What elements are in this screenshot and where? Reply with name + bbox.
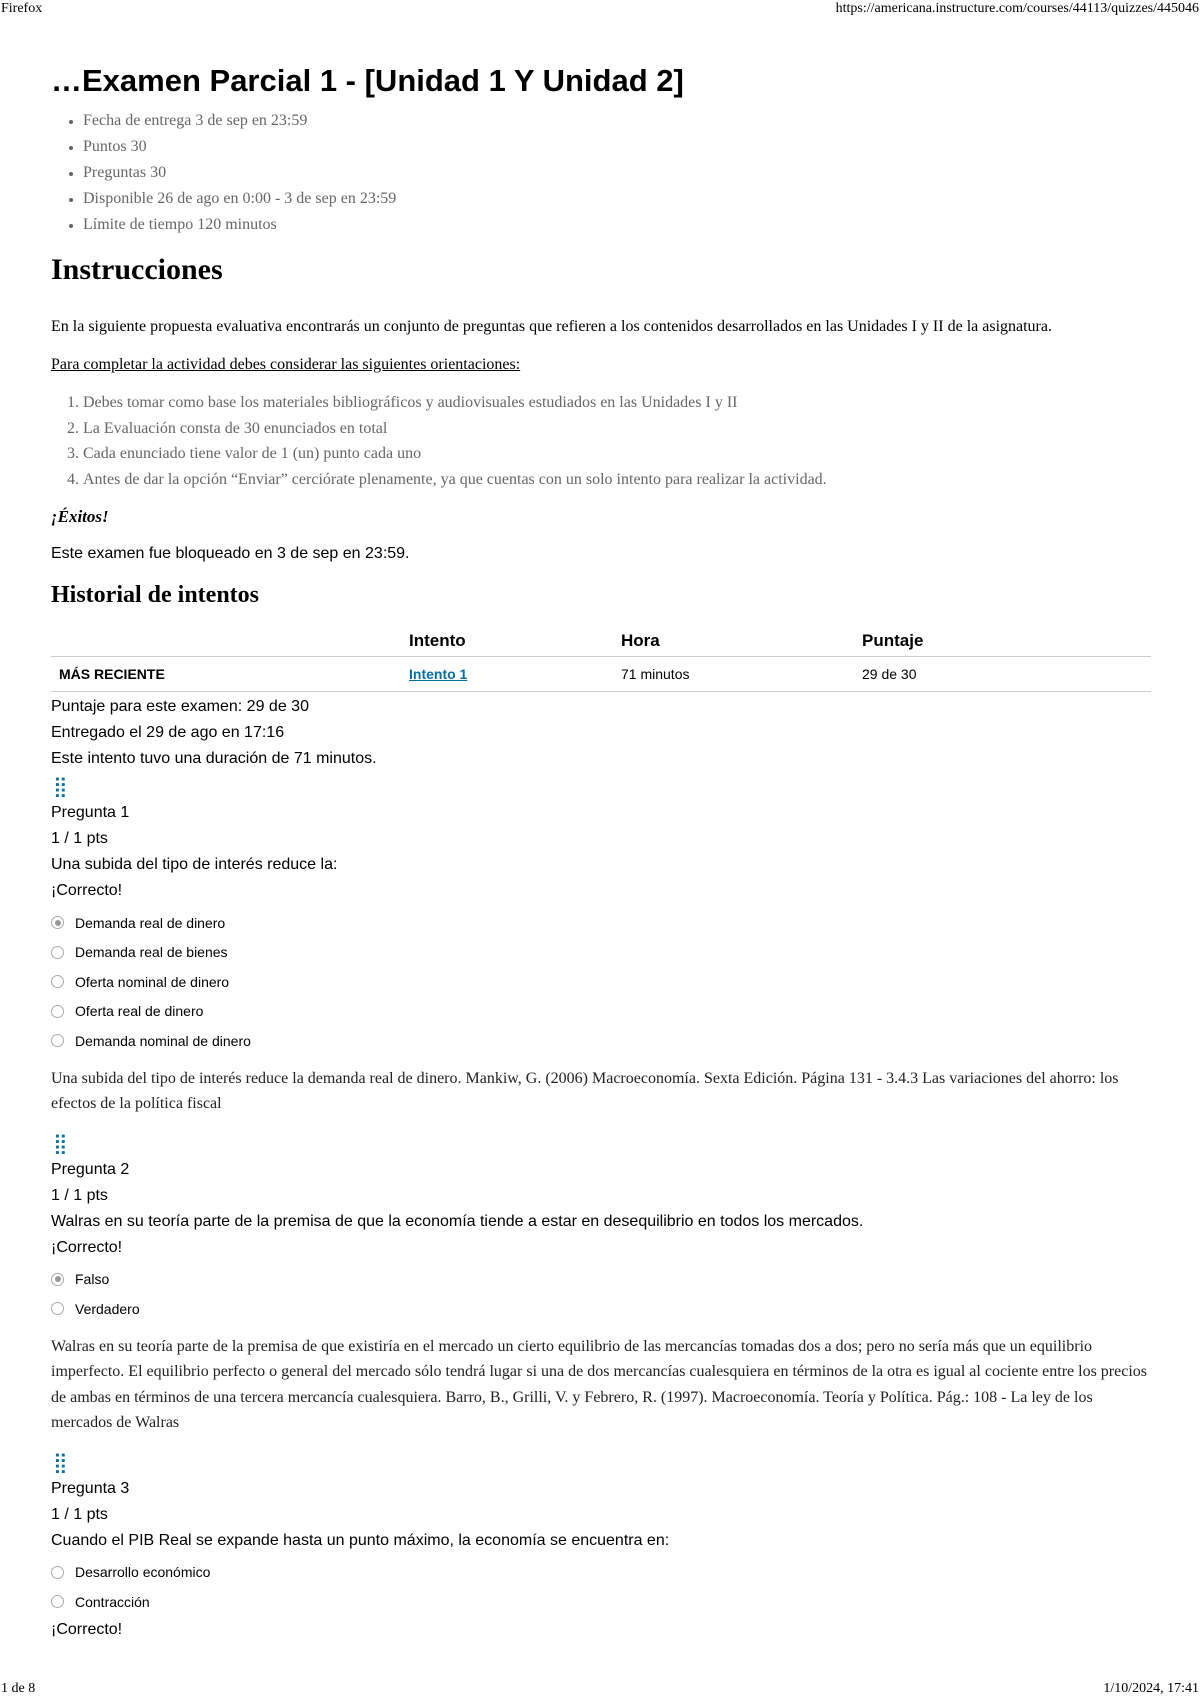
orientation-item: 1. Debes tomar como base los materiales bibliográficos y audiovisuales estudiados en las Unidades I y II [83, 390, 1151, 416]
table-row [51, 657, 1151, 692]
print-timestamp: 1/10/2024, 17:41 [1103, 1681, 1199, 1696]
answer-label: Desarrollo económico [75, 1564, 211, 1581]
print-header [0, 1, 1200, 19]
question-text: Una subida del tipo de interés reduce la: [51, 856, 338, 873]
answer-list [51, 1558, 1151, 1617]
radio [51, 975, 64, 988]
attempts-header-row [51, 628, 1151, 657]
drag-handle-icon[interactable]: ⣿ [53, 1132, 68, 1155]
exitos-text: ¡Éxitos! [51, 507, 109, 526]
summary-score: Puntaje para este examen: 29 de 30 [51, 698, 309, 715]
question-text: Cuando el PIB Real se expande hasta un punto máximo, la economía se encuentra en: [51, 1531, 670, 1549]
meta-points: • Puntos 30 [83, 134, 1151, 160]
orientation-item: 4. Antes de dar la opción “Enviar” cerciórate plenamente, ya que cuentas con un solo intento para realizar la actividad. [83, 467, 1151, 493]
radio-selected [51, 916, 64, 929]
most-recent-label: MÁS RECIENTE [51, 657, 401, 692]
answer-option [51, 1026, 1151, 1056]
answer-label: Falso [75, 1271, 110, 1288]
radio [51, 1566, 64, 1579]
drag-handle-icon[interactable]: ⣿ [53, 776, 68, 798]
radio-selected [51, 1273, 64, 1286]
question-points: 1 / 1 pts [51, 1505, 108, 1523]
answer-label: Demanda real de dinero [75, 914, 226, 931]
col-header-time: Hora [613, 628, 854, 657]
orientation-item: 3. Cada enunciado tiene valor de 1 (un) punto cada uno [83, 441, 1151, 467]
answer-option [51, 938, 1151, 968]
question-points: 1 / 1 pts [51, 830, 108, 847]
answer-label: Demanda real de bienes [75, 944, 228, 961]
time-cell: 71 minutos [613, 657, 854, 692]
orientations-list [51, 390, 1151, 492]
answer-list [51, 908, 1151, 1056]
radio [51, 1302, 64, 1315]
question-2 [51, 1131, 1151, 1436]
answer-label: Demanda nominal de dinero [75, 1032, 251, 1049]
col-header-blank [51, 628, 401, 657]
correct-feedback: ¡Correcto! [51, 1620, 123, 1638]
answer-option [51, 908, 1151, 938]
attempt-cell [401, 657, 613, 692]
answer-option [51, 1587, 1151, 1617]
radio [51, 1034, 64, 1047]
quiz-content [51, 58, 1151, 1643]
question-label: Pregunta 1 [51, 804, 130, 821]
answer-label: Oferta real de dinero [75, 1003, 204, 1020]
quiz-meta-list [51, 108, 1151, 238]
attempt-summary [51, 694, 1151, 772]
answer-explanation: Una subida del tipo de interés reduce la demanda real de dinero. Mankiw, G. (2006) Macroeconomía. Sexta Edición. Página 131 - 3.4.3 Las variaciones del ahorro: los efectos de la política fiscal [51, 1069, 1119, 1112]
question-3 [51, 1450, 1151, 1643]
col-header-attempt: Intento [401, 628, 613, 657]
answer-option [51, 967, 1151, 997]
page-counter: 1 de 8 [1, 1681, 36, 1696]
answer-label: Oferta nominal de dinero [75, 973, 230, 990]
answer-list [51, 1265, 1151, 1324]
meta-time-limit: • Límite de tiempo 120 minutos [83, 212, 1151, 238]
orientation-item: 2. La Evaluación consta de 30 enunciados en total [83, 416, 1151, 442]
instructions-intro: En la siguiente propuesta evaluativa encontrarás un conjunto de preguntas que refieren a los contenidos desarrollados en las Unidades I y II de la asignatura. [51, 318, 1052, 335]
meta-due: • Fecha de entrega 3 de sep en 23:59 [83, 108, 1151, 134]
drag-handle-icon[interactable]: ⣿ [53, 1451, 68, 1474]
quiz-title: …Examen Parcial 1 - [Unidad 1 Y Unidad 2] [51, 63, 684, 98]
meta-questions: • Preguntas 30 [83, 160, 1151, 186]
question-label: Pregunta 3 [51, 1479, 130, 1497]
radio [51, 1005, 64, 1018]
history-heading: Historial de intentos [51, 582, 259, 608]
question-label: Pregunta 2 [51, 1160, 130, 1178]
orientations-heading: Para completar la actividad debes considerar las siguientes orientaciones: [51, 356, 521, 373]
col-header-score: Puntaje [854, 628, 1151, 657]
answer-option [51, 1265, 1151, 1295]
summary-duration: Este intento tuvo una duración de 71 minutos. [51, 750, 377, 767]
correct-feedback: ¡Correcto! [51, 882, 123, 899]
answer-explanation: Walras en su teoría parte de la premisa de que existiría en el mercado un cierto equilibrio de las mercancías tomadas dos a dos; pero no sería más que un equilibrio imperfecto. El equilibrio perfecto o general del mercado sólo tendrá lugar si una de dos mercancías cualesquiera en términos de la otra es igual al cociente entre los precios de ambas en términos de una tercera mercancía cualesquiera. Barro, B., Grilli, V. y Febrero, R. (1997). Macroeconomía. Teoría y Política. Pág.: 108 - La ley de los mercados de Walras [51, 1337, 1147, 1431]
print-footer [0, 1681, 1200, 1697]
summary-submitted: Entregado el 29 de ago en 17:16 [51, 724, 285, 741]
answer-option [51, 1558, 1151, 1588]
attempt-link[interactable]: Intento 1 [409, 666, 468, 682]
question-1 [51, 774, 1151, 1117]
correct-feedback: ¡Correcto! [51, 1238, 123, 1256]
answer-label: Contracción [75, 1593, 150, 1610]
answer-option [51, 997, 1151, 1027]
instructions-heading: Instrucciones [51, 253, 223, 286]
question-text: Walras en su teoría parte de la premisa de que la economía tiende a estar en desequilibrio en todos los mercados. [51, 1212, 864, 1230]
question-points: 1 / 1 pts [51, 1186, 108, 1204]
radio [51, 1595, 64, 1608]
print-header-left: Firefox [1, 1, 43, 16]
answer-option [51, 1294, 1151, 1324]
print-header-url: https://americana.instructure.com/courses/44113/quizzes/445046 [835, 1, 1199, 16]
meta-available: • Disponible 26 de ago en 0:00 - 3 de sep en 23:59 [83, 186, 1151, 212]
radio [51, 946, 64, 959]
score-cell: 29 de 30 [854, 657, 1151, 692]
answer-label: Verdadero [75, 1300, 140, 1317]
locked-notice: Este examen fue bloqueado en 3 de sep en 23:59. [51, 545, 410, 562]
attempts-table [51, 628, 1151, 692]
